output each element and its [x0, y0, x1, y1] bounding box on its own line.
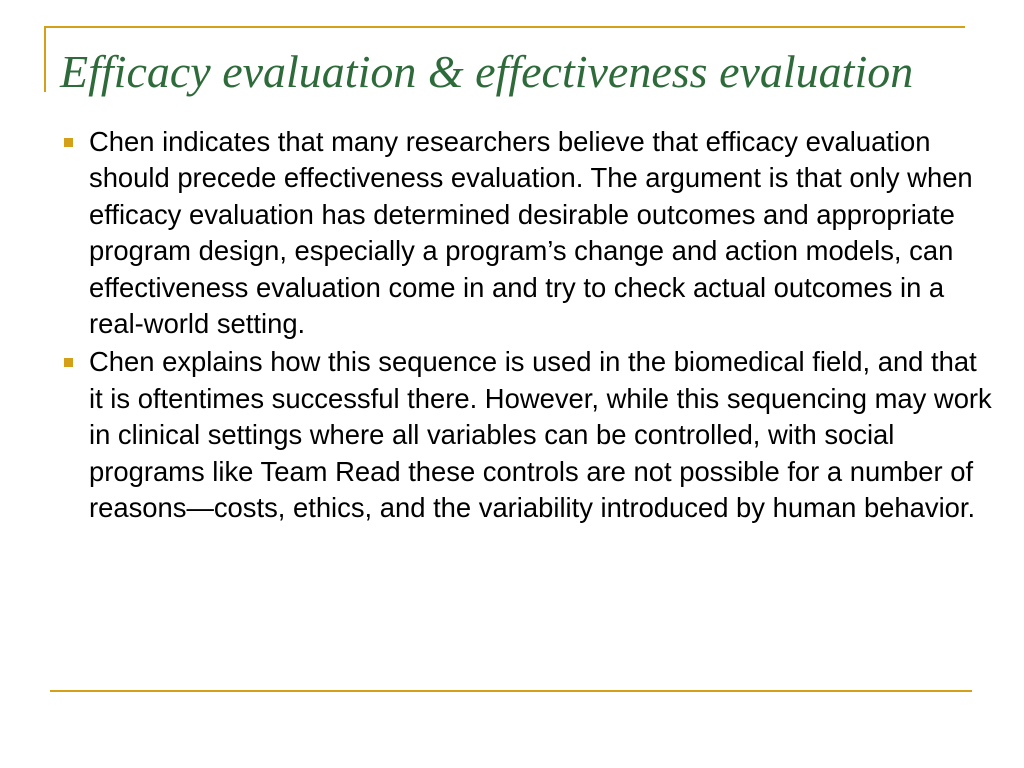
title-rule-top [44, 26, 965, 28]
footer-rule [50, 690, 972, 692]
slide-title: Efficacy evaluation & effectiveness evaluation [60, 46, 914, 97]
bullet-list [62, 124, 992, 528]
bullet-text: Chen explains how this sequence is used in the biomedical field, and that it is oftentimes successful there. However, while this sequencing may work in clinical settings where all variables can be controlled, with social programs like Team Read these controls are not possible for a number of reasons—costs, ethics, and the variability introduced by human behavior. [89, 346, 992, 524]
bullet-text: Chen indicates that many researchers believe that efficacy evaluation should precede effectiveness evaluation. The argument is that only when efficacy evaluation has determined desirable outcomes and appropriate program design, especially a program’s change and action models, can effectiveness evaluation come in and try to check actual outcomes in a real-world setting. [89, 126, 973, 340]
square-bullet-icon [64, 138, 73, 147]
bullet-item [62, 124, 992, 342]
bullet-item [62, 344, 992, 526]
square-bullet-icon [64, 358, 73, 367]
title-rule-left [44, 26, 46, 92]
